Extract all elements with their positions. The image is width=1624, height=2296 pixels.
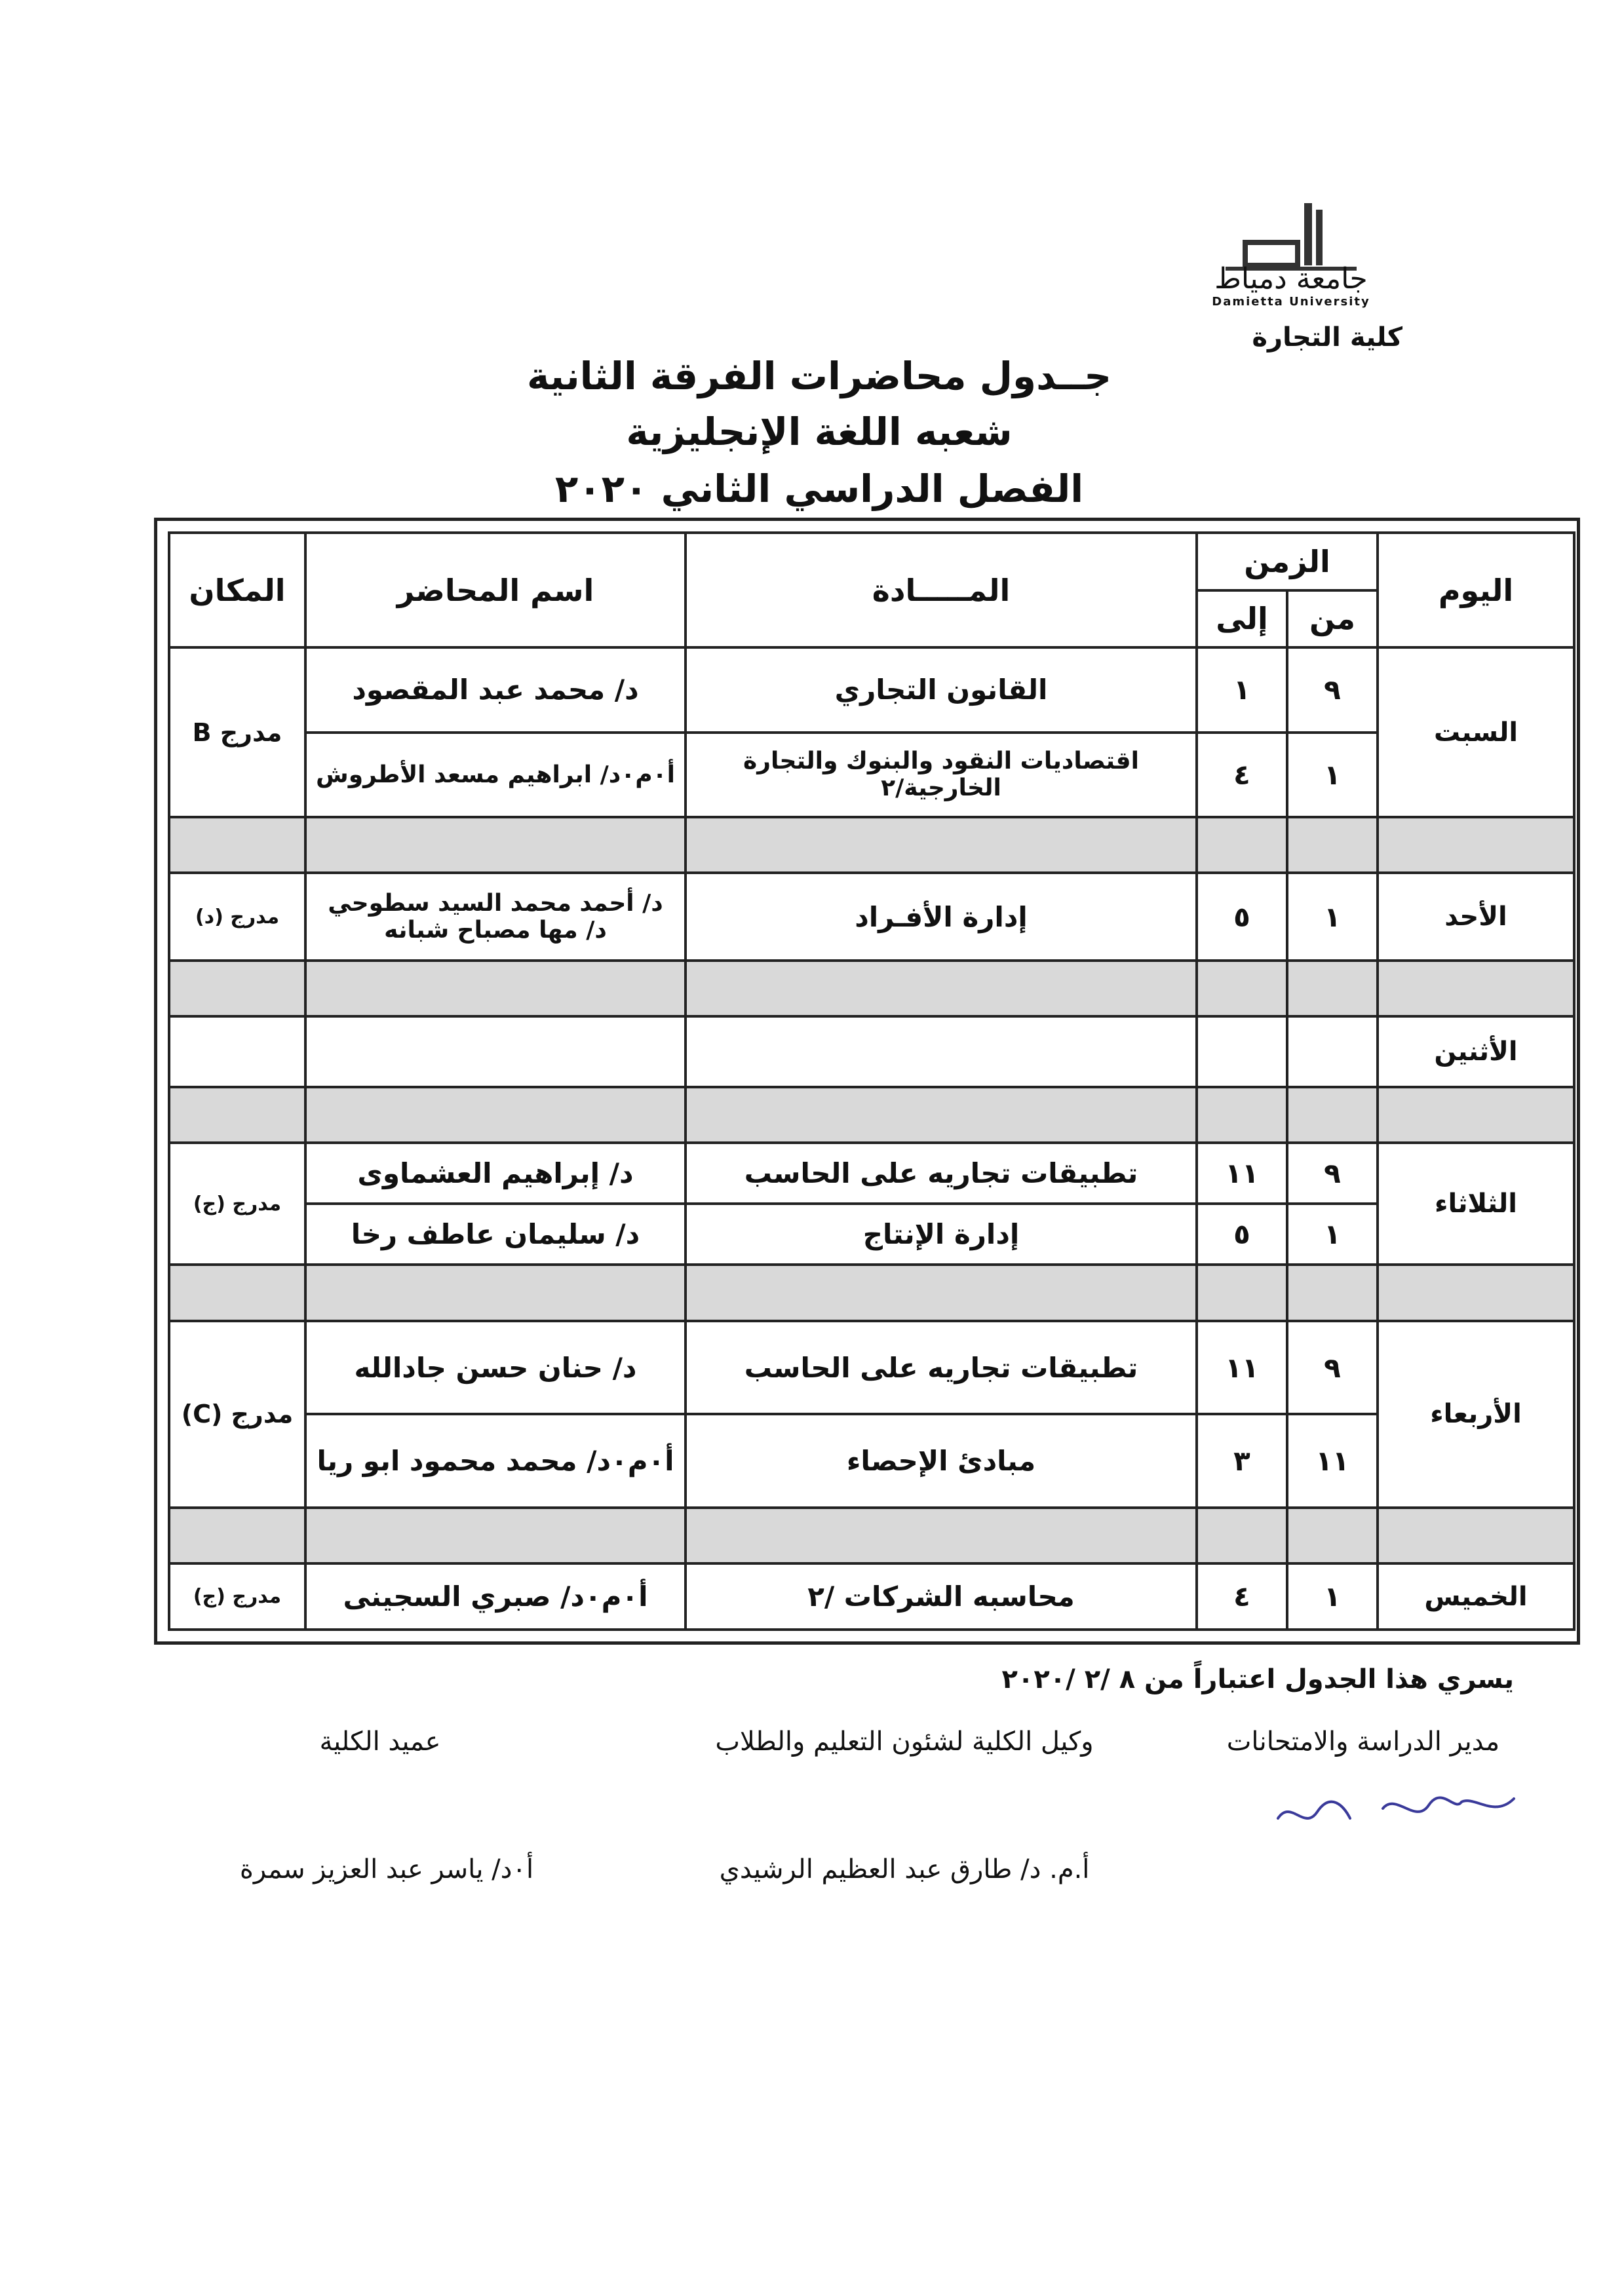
separator-row [169,1087,1574,1143]
signatory-title-vice-dean: وكيل الكلية لشئون التعليم والطلاب [715,1727,1094,1757]
table-row [169,1321,1574,1414]
lecturer-cell: د/ محمد عبد المقصود [305,647,686,732]
time-from: ١١ [1287,1414,1378,1507]
table-row [169,733,1574,817]
subject-cell: اقتصاديات النقود والبنوك والتجارة الخارجية/٢ [686,733,1197,817]
university-name-en: Damietta University [1212,295,1370,309]
table-row [169,647,1574,732]
place-cell: مدرج B [169,647,305,817]
time-from: ١ [1287,873,1378,961]
university-name-ar: جامعة دمياط [1214,262,1368,296]
lecturer-cell: أ٠م٠د/ صبري السجينى [305,1563,686,1630]
subject-cell: إدارة الأفـراد [686,873,1197,961]
day-cell: الخميس [1378,1563,1574,1630]
time-from: ٩ [1287,1143,1378,1204]
subject-cell: إدارة الإنتاج [686,1204,1197,1265]
table-row [169,873,1574,961]
time-to: ١١ [1197,1321,1287,1414]
page-subtitle-semester: الفصل الدراسي الثاني ٢٠٢٠ [554,467,1084,511]
lecturer-cell: د/ حنان حسن جادالله [305,1321,686,1414]
time-from: ٩ [1287,1321,1378,1414]
place-cell: مدرج (ج) [169,1143,305,1265]
schedule-table [168,531,1576,1631]
col-subject: المـــــادة [686,533,1197,647]
separator-row [169,1508,1574,1563]
place-cell: مدرج (ج) [169,1563,305,1630]
separator-row [169,1265,1574,1320]
lecturer-cell [305,873,686,961]
subject-cell: مبادئ الإحصاء [686,1414,1197,1507]
day-cell: الأحد [1378,873,1574,961]
separator-row [169,961,1574,1016]
table-row [169,1143,1574,1204]
time-to: ١ [1197,647,1287,732]
signatory-name-vice-dean: أ.م. د/ طارق عبد العظيم الرشيدي [719,1854,1090,1885]
university-logo [1180,203,1402,315]
lecturer-name: د/ أحمد محمد السيد سطوحي [328,890,663,917]
effective-date-note: يسري هذا الجدول اعتباراً من ٨ /٢ /٢٠٢٠ [1001,1664,1514,1694]
col-to: إلى [1197,590,1287,648]
schedule-table-frame [154,518,1580,1645]
time-to: ١١ [1197,1143,1287,1204]
table-row [169,1563,1574,1630]
day-cell: الأثنين [1378,1016,1574,1086]
subject-cell: محاسبه الشركات /٢ [686,1563,1197,1630]
signatory-title-dean: عميد الكلية [319,1727,441,1757]
page-title: جــدول محاضرات الفرقة الثانية [526,354,1112,398]
place-cell: مدرج (د) [169,873,305,961]
place-cell: مدرج (C) [169,1321,305,1508]
col-place: المكان [169,533,305,647]
col-time: الزمن [1197,533,1378,590]
day-cell: الثلاثاء [1378,1143,1574,1265]
table-row [169,1414,1574,1507]
page-subtitle-division: شعبه اللغة الإنجليزية [626,410,1013,454]
separator-row [169,817,1574,873]
subject-cell: القانون التجاري [686,647,1197,732]
day-cell: الأربعاء [1378,1321,1574,1508]
lecturer-cell: د/ سليمان عاطف رخا [305,1204,686,1265]
day-cell: السبت [1378,647,1574,817]
time-to: ٣ [1197,1414,1287,1507]
lecturer-name: د/ مها مصباح شبانه [384,917,607,944]
col-from: من [1287,590,1378,648]
faculty-name: كلية التجارة [1252,322,1402,353]
time-to: ٤ [1197,733,1287,817]
col-day: اليوم [1378,533,1574,647]
table-row [169,1016,1574,1086]
lecturer-cell: أ٠م٠د/ محمد محمود ابو ريا [305,1414,686,1507]
lecturer-cell: د/ إبراهيم العشماوى [305,1143,686,1204]
table-header-row [169,533,1574,590]
handwritten-signature-icon [1265,1772,1527,1845]
subject-cell: تطبيقات تجاريه على الحاسب [686,1321,1197,1414]
time-from: ٩ [1287,647,1378,732]
signatory-name-dean: أ٠د/ ياسر عبد العزيز سمرة [239,1854,534,1885]
col-lecturer: اسم المحاضر [305,533,686,647]
time-to: ٤ [1197,1563,1287,1630]
subject-cell: تطبيقات تجاريه على الحاسب [686,1143,1197,1204]
table-row [169,1204,1574,1265]
lecturer-cell: أ٠م٠د/ ابراهيم مسعد الأطروش [305,733,686,817]
time-to: ٥ [1197,1204,1287,1265]
time-to: ٥ [1197,873,1287,961]
time-from: ١ [1287,1204,1378,1265]
time-from: ١ [1287,733,1378,817]
signatory-title-studies-manager: مدير الدراسة والامتحانات [1226,1727,1500,1757]
time-from: ١ [1287,1563,1378,1630]
